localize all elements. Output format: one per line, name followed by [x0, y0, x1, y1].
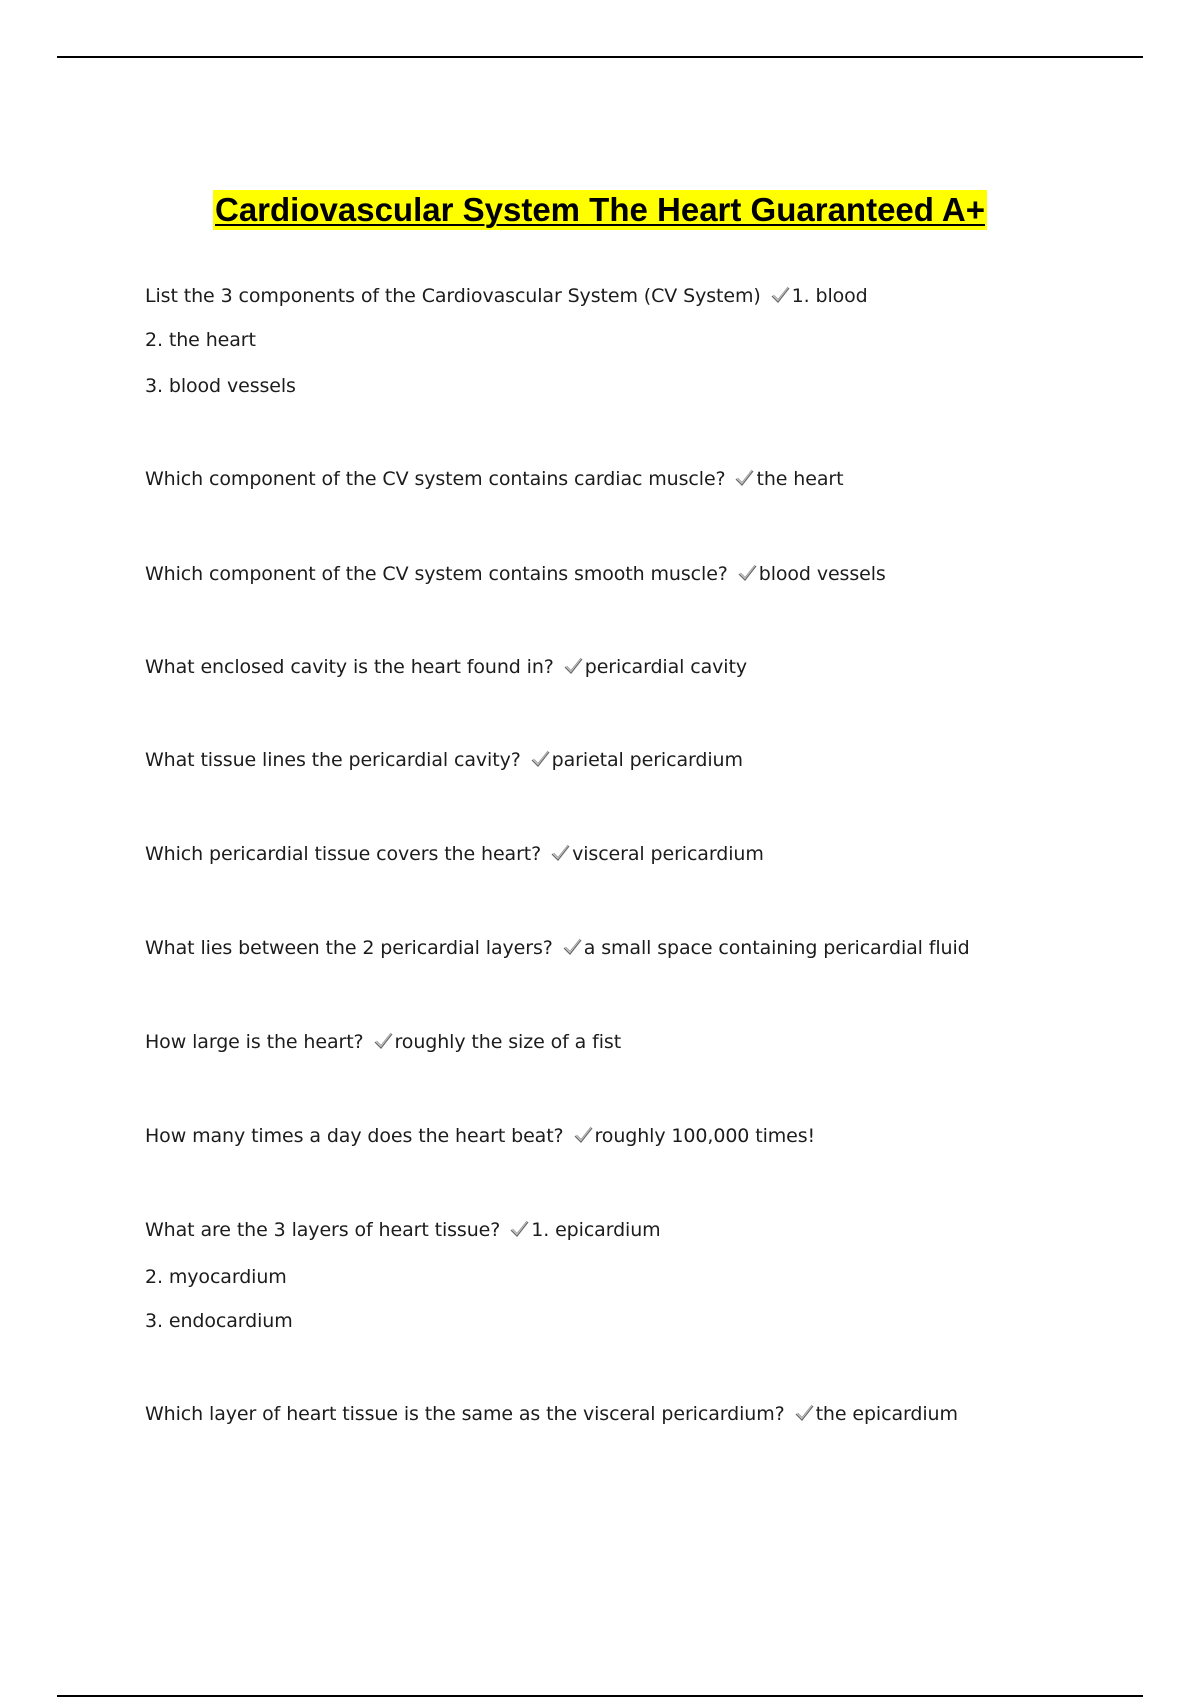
answer-text: blood vessels	[758, 563, 886, 585]
question-text: What lies between the 2 pericardial layers?	[145, 937, 553, 959]
top-rule	[57, 56, 1143, 58]
answer-text: the heart	[756, 468, 844, 490]
qa-item-4	[145, 654, 747, 680]
qa-item-3	[145, 561, 886, 587]
title-container	[0, 190, 1200, 230]
question-text: List the 3 components of the Cardiovascular System (CV System)	[145, 285, 761, 307]
answer-text: the epicardium	[815, 1403, 958, 1425]
question-text: Which pericardial tissue covers the heart?	[145, 843, 542, 865]
question-text: Which component of the CV system contains cardiac muscle?	[145, 468, 726, 490]
answer-text: parietal pericardium	[551, 749, 743, 771]
question-text: How large is the heart?	[145, 1031, 364, 1053]
qa-item-8	[145, 1029, 621, 1055]
bottom-rule	[57, 1695, 1143, 1697]
check-mark-icon	[734, 469, 755, 487]
qa-item-7	[145, 935, 970, 961]
question-text: How many times a day does the heart beat?	[145, 1125, 564, 1147]
check-mark-icon	[530, 750, 551, 768]
qa-item-10	[145, 1217, 661, 1243]
check-mark-icon	[550, 844, 571, 862]
check-mark-icon	[737, 564, 758, 582]
check-mark-icon	[562, 938, 583, 956]
answer-text: 1. epicardium	[531, 1219, 661, 1241]
check-mark-icon	[794, 1404, 815, 1422]
qa-item-1	[145, 283, 868, 309]
question-text: Which layer of heart tissue is the same as the visceral pericardium?	[145, 1403, 785, 1425]
qa-item-2	[145, 466, 843, 492]
answer-continuation: 3. blood vessels	[145, 375, 296, 397]
qa-item-9	[145, 1123, 815, 1149]
answer-continuation: 2. the heart	[145, 329, 256, 351]
answer-text: a small space containing pericardial fluid	[583, 937, 970, 959]
check-mark-icon	[573, 1126, 594, 1144]
check-mark-icon	[509, 1220, 530, 1238]
check-mark-icon	[373, 1032, 394, 1050]
answer-continuation: 3. endocardium	[145, 1310, 293, 1332]
answer-text: pericardial cavity	[584, 656, 747, 678]
check-mark-icon	[770, 286, 791, 304]
answer-text: roughly the size of a fist	[394, 1031, 622, 1053]
document-title: Cardiovascular System The Heart Guaranteed A+	[215, 191, 985, 228]
qa-item-5	[145, 747, 743, 773]
question-text: What tissue lines the pericardial cavity?	[145, 749, 521, 771]
qa-item-6	[145, 841, 764, 867]
answer-text: roughly 100,000 times!	[594, 1125, 816, 1147]
check-mark-icon	[563, 657, 584, 675]
question-text: What enclosed cavity is the heart found in?	[145, 656, 554, 678]
question-text: Which component of the CV system contains smooth muscle?	[145, 563, 728, 585]
answer-text: visceral pericardium	[572, 843, 764, 865]
qa-item-11	[145, 1401, 958, 1427]
answer-continuation: 2. myocardium	[145, 1266, 287, 1288]
answer-text: 1. blood	[791, 285, 868, 307]
question-text: What are the 3 layers of heart tissue?	[145, 1219, 501, 1241]
